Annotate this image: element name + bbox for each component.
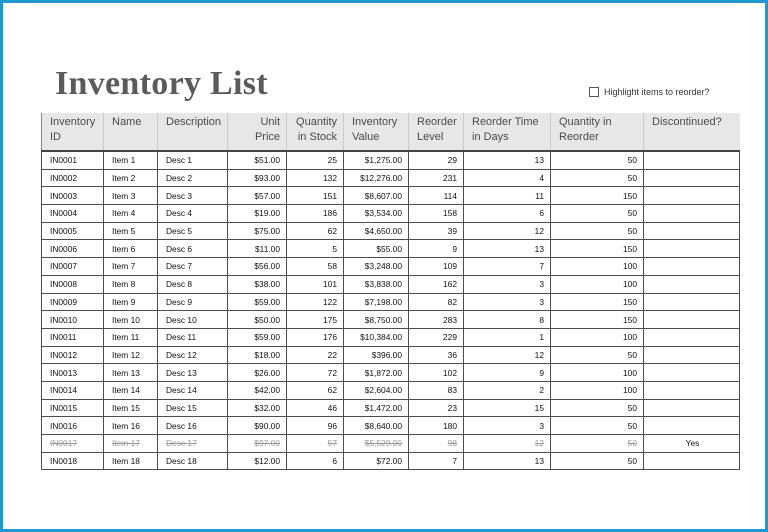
cell-inventory-value[interactable]: $10,384.00	[344, 328, 409, 346]
cell-reorder-time[interactable]: 2	[464, 381, 551, 399]
cell-inventory-value[interactable]: $8,640.00	[344, 417, 409, 435]
cell-reorder-time[interactable]: 15	[464, 399, 551, 417]
cell-quantity-in-reorder[interactable]: 150	[551, 187, 644, 205]
cell-reorder-time[interactable]: 8	[464, 311, 551, 329]
col-header-name[interactable]: Name	[104, 113, 158, 151]
cell-description[interactable]: Desc 15	[158, 399, 228, 417]
cell-name[interactable]: Item 2	[104, 169, 158, 187]
cell-quantity-in-reorder[interactable]: 50	[551, 205, 644, 223]
cell-quantity-in-reorder[interactable]: 150	[551, 240, 644, 258]
cell-inventory-id[interactable]: IN0016	[42, 417, 104, 435]
cell-quantity-in-stock[interactable]: 96	[287, 417, 344, 435]
cell-inventory-id[interactable]: IN0003	[42, 187, 104, 205]
cell-description[interactable]: Desc 11	[158, 328, 228, 346]
table-row	[42, 452, 740, 470]
cell-inventory-id[interactable]: IN0004	[42, 205, 104, 223]
col-header-quantity-in-reorder[interactable]: Quantity in Reorder	[551, 113, 644, 151]
cell-reorder-time[interactable]: 11	[464, 187, 551, 205]
cell-name[interactable]: Item 18	[104, 452, 158, 470]
cell-discontinued[interactable]	[644, 151, 740, 169]
cell-discontinued[interactable]	[644, 381, 740, 399]
cell-quantity-in-reorder[interactable]: 50	[551, 452, 644, 470]
cell-reorder-time[interactable]: 7	[464, 258, 551, 276]
cell-quantity-in-reorder[interactable]: 50	[551, 399, 644, 417]
cell-inventory-value[interactable]: $12,276.00	[344, 169, 409, 187]
cell-unit-price[interactable]: $51.00	[228, 151, 287, 169]
cell-quantity-in-stock[interactable]: 62	[287, 222, 344, 240]
cell-inventory-id[interactable]: IN0002	[42, 169, 104, 187]
cell-name[interactable]: Item 17	[104, 435, 158, 453]
cell-quantity-in-reorder[interactable]: 50	[551, 169, 644, 187]
cell-name[interactable]: Item 10	[104, 311, 158, 329]
cell-inventory-value[interactable]: $1,275.00	[344, 151, 409, 169]
cell-quantity-in-stock[interactable]: 132	[287, 169, 344, 187]
cell-inventory-value[interactable]: $3,838.00	[344, 275, 409, 293]
cell-quantity-in-reorder[interactable]: 50	[551, 417, 644, 435]
cell-unit-price[interactable]: $50.00	[228, 311, 287, 329]
cell-quantity-in-reorder[interactable]: 100	[551, 275, 644, 293]
cell-name[interactable]: Item 3	[104, 187, 158, 205]
cell-description[interactable]: Desc 17	[158, 435, 228, 453]
cell-description[interactable]: Desc 14	[158, 381, 228, 399]
cell-reorder-level[interactable]: 114	[409, 187, 464, 205]
cell-inventory-value[interactable]: $3,534.00	[344, 205, 409, 223]
cell-inventory-value[interactable]: $55.00	[344, 240, 409, 258]
cell-inventory-id[interactable]: IN0011	[42, 328, 104, 346]
cell-inventory-id[interactable]: IN0001	[42, 151, 104, 169]
cell-reorder-level[interactable]: 283	[409, 311, 464, 329]
cell-inventory-id[interactable]: IN0006	[42, 240, 104, 258]
cell-inventory-value[interactable]: $3,248.00	[344, 258, 409, 276]
cell-inventory-id[interactable]: IN0008	[42, 275, 104, 293]
col-header-reorder-time[interactable]: Reorder Time in Days	[464, 113, 551, 151]
table-row	[42, 258, 740, 276]
inventory-table	[41, 113, 740, 470]
cell-unit-price[interactable]: $56.00	[228, 258, 287, 276]
cell-discontinued[interactable]	[644, 187, 740, 205]
cell-description[interactable]: Desc 6	[158, 240, 228, 258]
cell-inventory-id[interactable]: IN0017	[42, 435, 104, 453]
cell-description[interactable]: Desc 10	[158, 311, 228, 329]
cell-discontinued[interactable]	[644, 346, 740, 364]
cell-quantity-in-reorder[interactable]: 100	[551, 328, 644, 346]
table-row	[42, 417, 740, 435]
cell-name[interactable]: Item 9	[104, 293, 158, 311]
cell-description[interactable]: Desc 1	[158, 151, 228, 169]
cell-description[interactable]: Desc 8	[158, 275, 228, 293]
cell-name[interactable]: Item 7	[104, 258, 158, 276]
table-row	[42, 240, 740, 258]
cell-quantity-in-stock[interactable]: 186	[287, 205, 344, 223]
cell-quantity-in-stock[interactable]: 122	[287, 293, 344, 311]
cell-inventory-id[interactable]: IN0005	[42, 222, 104, 240]
cell-inventory-value[interactable]: $1,872.00	[344, 364, 409, 382]
col-header-inventory-value[interactable]: Inventory Value	[344, 113, 409, 151]
cell-description[interactable]: Desc 4	[158, 205, 228, 223]
cell-reorder-level[interactable]: 83	[409, 381, 464, 399]
cell-quantity-in-stock[interactable]: 46	[287, 399, 344, 417]
cell-inventory-value[interactable]: $72.00	[344, 452, 409, 470]
cell-quantity-in-stock[interactable]: 57	[287, 435, 344, 453]
table-row	[42, 381, 740, 399]
cell-reorder-level[interactable]: 229	[409, 328, 464, 346]
page-title: Inventory List	[55, 65, 268, 102]
cell-inventory-id[interactable]: IN0009	[42, 293, 104, 311]
cell-reorder-time[interactable]: 13	[464, 151, 551, 169]
cell-reorder-time[interactable]: 3	[464, 293, 551, 311]
cell-inventory-value[interactable]: $396.00	[344, 346, 409, 364]
cell-reorder-level[interactable]: 36	[409, 346, 464, 364]
table-row	[42, 222, 740, 240]
cell-name[interactable]: Item 6	[104, 240, 158, 258]
cell-discontinued[interactable]	[644, 452, 740, 470]
cell-description[interactable]: Desc 2	[158, 169, 228, 187]
col-header-unit-price[interactable]: Unit Price	[228, 113, 287, 151]
cell-description[interactable]: Desc 9	[158, 293, 228, 311]
cell-reorder-time[interactable]: 13	[464, 452, 551, 470]
cell-inventory-value[interactable]: $2,604.00	[344, 381, 409, 399]
cell-reorder-time[interactable]: 12	[464, 346, 551, 364]
cell-reorder-time[interactable]: 3	[464, 275, 551, 293]
cell-unit-price[interactable]: $97.00	[228, 435, 287, 453]
cell-unit-price[interactable]: $11.00	[228, 240, 287, 258]
cell-discontinued[interactable]	[644, 275, 740, 293]
cell-inventory-id[interactable]: IN0013	[42, 364, 104, 382]
cell-unit-price[interactable]: $32.00	[228, 399, 287, 417]
cell-unit-price[interactable]: $59.00	[228, 328, 287, 346]
cell-reorder-level[interactable]: 23	[409, 399, 464, 417]
cell-quantity-in-stock[interactable]: 176	[287, 328, 344, 346]
col-header-inventory-id[interactable]: Inventory ID	[42, 113, 104, 151]
cell-reorder-level[interactable]: 158	[409, 205, 464, 223]
cell-quantity-in-reorder[interactable]: 150	[551, 311, 644, 329]
cell-unit-price[interactable]: $19.00	[228, 205, 287, 223]
col-header-reorder-level[interactable]: Reorder Level	[409, 113, 464, 151]
cell-quantity-in-reorder[interactable]: 100	[551, 258, 644, 276]
cell-quantity-in-reorder[interactable]: 100	[551, 364, 644, 382]
cell-reorder-time[interactable]: 1	[464, 328, 551, 346]
cell-quantity-in-stock[interactable]: 22	[287, 346, 344, 364]
cell-unit-price[interactable]: $12.00	[228, 452, 287, 470]
cell-reorder-time[interactable]: 12	[464, 435, 551, 453]
cell-description[interactable]: Desc 5	[158, 222, 228, 240]
table-row	[42, 399, 740, 417]
cell-quantity-in-reorder[interactable]: 150	[551, 293, 644, 311]
cell-quantity-in-stock[interactable]: 72	[287, 364, 344, 382]
cell-reorder-level[interactable]: 98	[409, 435, 464, 453]
cell-inventory-value[interactable]: $8,607.00	[344, 187, 409, 205]
cell-inventory-value[interactable]: $4,650.00	[344, 222, 409, 240]
cell-quantity-in-stock[interactable]: 25	[287, 151, 344, 169]
cell-reorder-level[interactable]: 231	[409, 169, 464, 187]
cell-quantity-in-stock[interactable]: 5	[287, 240, 344, 258]
table-row	[42, 169, 740, 187]
col-header-description[interactable]: Description	[158, 113, 228, 151]
highlight-checkbox[interactable]	[589, 87, 599, 97]
cell-quantity-in-reorder[interactable]: 50	[551, 222, 644, 240]
cell-reorder-level[interactable]: 82	[409, 293, 464, 311]
cell-inventory-id[interactable]: IN0018	[42, 452, 104, 470]
cell-discontinued[interactable]	[644, 293, 740, 311]
cell-discontinued[interactable]	[644, 240, 740, 258]
cell-unit-price[interactable]: $42.00	[228, 381, 287, 399]
cell-inventory-value[interactable]: $7,198.00	[344, 293, 409, 311]
cell-name[interactable]: Item 16	[104, 417, 158, 435]
table-row	[42, 293, 740, 311]
table-row	[42, 346, 740, 364]
cell-reorder-level[interactable]: 102	[409, 364, 464, 382]
cell-inventory-id[interactable]: IN0012	[42, 346, 104, 364]
cell-name[interactable]: Item 15	[104, 399, 158, 417]
col-header-quantity-in-stock[interactable]: Quantity in Stock	[287, 113, 344, 151]
cell-inventory-id[interactable]: IN0007	[42, 258, 104, 276]
cell-quantity-in-stock[interactable]: 151	[287, 187, 344, 205]
table-row	[42, 187, 740, 205]
cell-reorder-level[interactable]: 9	[409, 240, 464, 258]
cell-inventory-id[interactable]: IN0014	[42, 381, 104, 399]
cell-description[interactable]: Desc 18	[158, 452, 228, 470]
cell-inventory-value[interactable]: $8,750.00	[344, 311, 409, 329]
cell-reorder-time[interactable]: 12	[464, 222, 551, 240]
cell-description[interactable]: Desc 12	[158, 346, 228, 364]
cell-name[interactable]: Item 13	[104, 364, 158, 382]
cell-discontinued[interactable]	[644, 417, 740, 435]
cell-inventory-value[interactable]: $1,472.00	[344, 399, 409, 417]
cell-description[interactable]: Desc 3	[158, 187, 228, 205]
cell-reorder-time[interactable]: 3	[464, 417, 551, 435]
cell-quantity-in-reorder[interactable]: 50	[551, 151, 644, 169]
cell-quantity-in-stock[interactable]: 58	[287, 258, 344, 276]
cell-description[interactable]: Desc 13	[158, 364, 228, 382]
cell-discontinued[interactable]	[644, 222, 740, 240]
cell-name[interactable]: Item 4	[104, 205, 158, 223]
cell-inventory-id[interactable]: IN0010	[42, 311, 104, 329]
cell-name[interactable]: Item 11	[104, 328, 158, 346]
cell-quantity-in-reorder[interactable]: 50	[551, 435, 644, 453]
table-row	[42, 311, 740, 329]
cell-reorder-level[interactable]: 39	[409, 222, 464, 240]
cell-discontinued[interactable]	[644, 328, 740, 346]
cell-inventory-id[interactable]: IN0015	[42, 399, 104, 417]
cell-reorder-time[interactable]: 4	[464, 169, 551, 187]
table-row	[42, 205, 740, 223]
highlight-reorder-toggle[interactable]	[589, 87, 710, 97]
cell-reorder-time[interactable]: 9	[464, 364, 551, 382]
cell-name[interactable]: Item 8	[104, 275, 158, 293]
cell-quantity-in-stock[interactable]: 62	[287, 381, 344, 399]
cell-reorder-level[interactable]: 29	[409, 151, 464, 169]
cell-unit-price[interactable]: $90.00	[228, 417, 287, 435]
cell-discontinued[interactable]	[644, 169, 740, 187]
cell-reorder-time[interactable]: 6	[464, 205, 551, 223]
cell-unit-price[interactable]: $57.00	[228, 187, 287, 205]
cell-name[interactable]: Item 1	[104, 151, 158, 169]
cell-quantity-in-reorder[interactable]: 100	[551, 381, 644, 399]
cell-inventory-value[interactable]: $5,529.00	[344, 435, 409, 453]
cell-quantity-in-stock[interactable]: 101	[287, 275, 344, 293]
cell-unit-price[interactable]: $18.00	[228, 346, 287, 364]
table-row	[42, 275, 740, 293]
table-row	[42, 435, 740, 453]
cell-quantity-in-stock[interactable]: 6	[287, 452, 344, 470]
cell-unit-price[interactable]: $38.00	[228, 275, 287, 293]
col-header-discontinued[interactable]: Discontinued?	[644, 113, 740, 151]
table-row	[42, 328, 740, 346]
table-row	[42, 151, 740, 169]
cell-quantity-in-stock[interactable]: 175	[287, 311, 344, 329]
cell-reorder-level[interactable]: 162	[409, 275, 464, 293]
cell-description[interactable]: Desc 16	[158, 417, 228, 435]
cell-name[interactable]: Item 12	[104, 346, 158, 364]
table-header-row	[42, 113, 740, 151]
cell-unit-price[interactable]: $93.00	[228, 169, 287, 187]
cell-reorder-level[interactable]: 180	[409, 417, 464, 435]
cell-discontinued[interactable]	[644, 311, 740, 329]
cell-unit-price[interactable]: $59.00	[228, 293, 287, 311]
cell-name[interactable]: Item 14	[104, 381, 158, 399]
cell-discontinued[interactable]: Yes	[644, 435, 740, 453]
cell-reorder-time[interactable]: 13	[464, 240, 551, 258]
cell-discontinued[interactable]	[644, 399, 740, 417]
table-row	[42, 364, 740, 382]
cell-unit-price[interactable]: $26.00	[228, 364, 287, 382]
cell-unit-price[interactable]: $75.00	[228, 222, 287, 240]
cell-discontinued[interactable]	[644, 205, 740, 223]
cell-quantity-in-reorder[interactable]: 50	[551, 346, 644, 364]
highlight-label: Highlight items to reorder?	[604, 87, 710, 97]
cell-name[interactable]: Item 5	[104, 222, 158, 240]
cell-reorder-level[interactable]: 7	[409, 452, 464, 470]
cell-description[interactable]: Desc 7	[158, 258, 228, 276]
cell-reorder-level[interactable]: 109	[409, 258, 464, 276]
cell-discontinued[interactable]	[644, 258, 740, 276]
cell-discontinued[interactable]	[644, 364, 740, 382]
